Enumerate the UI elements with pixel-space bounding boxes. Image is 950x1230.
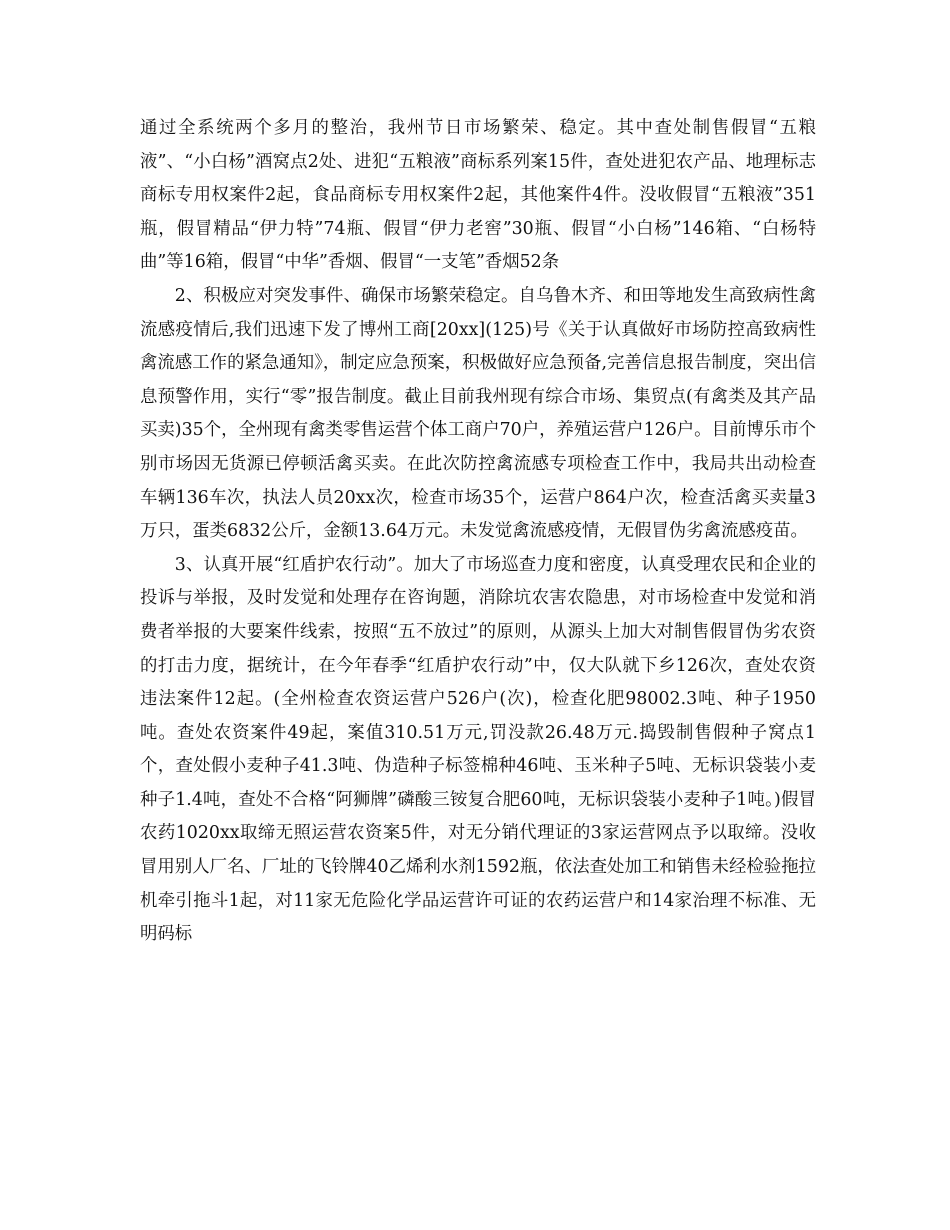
paragraph-continuation: 通过全系统两个多月的整治，我州节日市场繁荣、稳定。其中查处制售假冒“五粮液”、“小白杨”酒窝点2处、进犯“五粮液”商标系列案15件，查处进犯农产品、地理标志商标专用权案件2起，食品商标专用权案件2起，其他案件4件。没收假冒“五粮液”351瓶，假冒精品“伊力特”74瓶、假冒“伊力老窖”30瓶、假冒“小白杨”146箱、“白杨特曲”等16箱，假冒“中华”香烟、假冒“一支笔”香烟52条 bbox=[140, 118, 816, 273]
paragraph-emergency-response: 2、积极应对突发事件、确保市场繁荣稳定。自乌鲁木齐、和田等地发生高致病性禽流感疫情后,我们迅速下发了博州工商[20xx](125)号《关于认真做好市场防控高致病性禽流感工作的紧急通知》，制定应急预案，积极做好应急预备,完善信息报告制度，突出信息预警作用，实行“零”报告制度。截止目前我州现有综合市场、集贸点(有禽类及其产品买卖)35个，全州现有禽类零售运营个体工商户70户，养殖运营户126户。目前博乐市个别市场因无货源已停顿活禽买卖。在此次防控禽流感专项检查工作中，我局共出动检查车辆136车次，执法人员20xx次，检查市场35个，运营户864户次，检查活禽买卖量3万只，蛋类6832公斤，金额13.64万元。未发觉禽流感疫情，无假冒伪劣禽流感疫苗。 bbox=[140, 285, 816, 542]
paragraph-red-shield-action: 3、认真开展“红盾护农行动”。加大了市场巡查力度和密度，认真受理农民和企业的投诉与举报，及时发觉和处理存在咨询题，消除坑农害农隐患，对市场检查中发觉和消费者举报的大要案件线索，按照“五不放过”的原则，从源头上加大对制售假冒伪劣农资的打击力度，据统计，在今年春季“红盾护农行动”中，仅大队就下乡126次，查处农资违法案件12起。(全州检查农资运营户526户(次)，检查化肥98002.3吨、种子1950吨。查处农资案件49起，案值310.51万元,罚没款26.48万元.捣毁制售假种子窝点1个，查处假小麦种子41.3吨、伪造种子标签棉种46吨、玉米种子5吨、无标识袋装小麦种子1.4吨，查处不合格“阿狮牌”磷酸三铵复合肥60吨，无标识袋装小麦种子1吨。)假冒农药1020xx取缔无照运营农资案5件，对无分销代理证的3家运营网点予以取缔。没收冒用别人厂名、厂址的飞铃牌40乙烯利水剂1592瓶，依法查处加工和销售未经检验拖拉机牵引拖斗1起，对11家无危险化学品运营许可证的农药运营户和14家治理不标准、无明码标 bbox=[140, 554, 816, 945]
document-body bbox=[140, 112, 816, 952]
